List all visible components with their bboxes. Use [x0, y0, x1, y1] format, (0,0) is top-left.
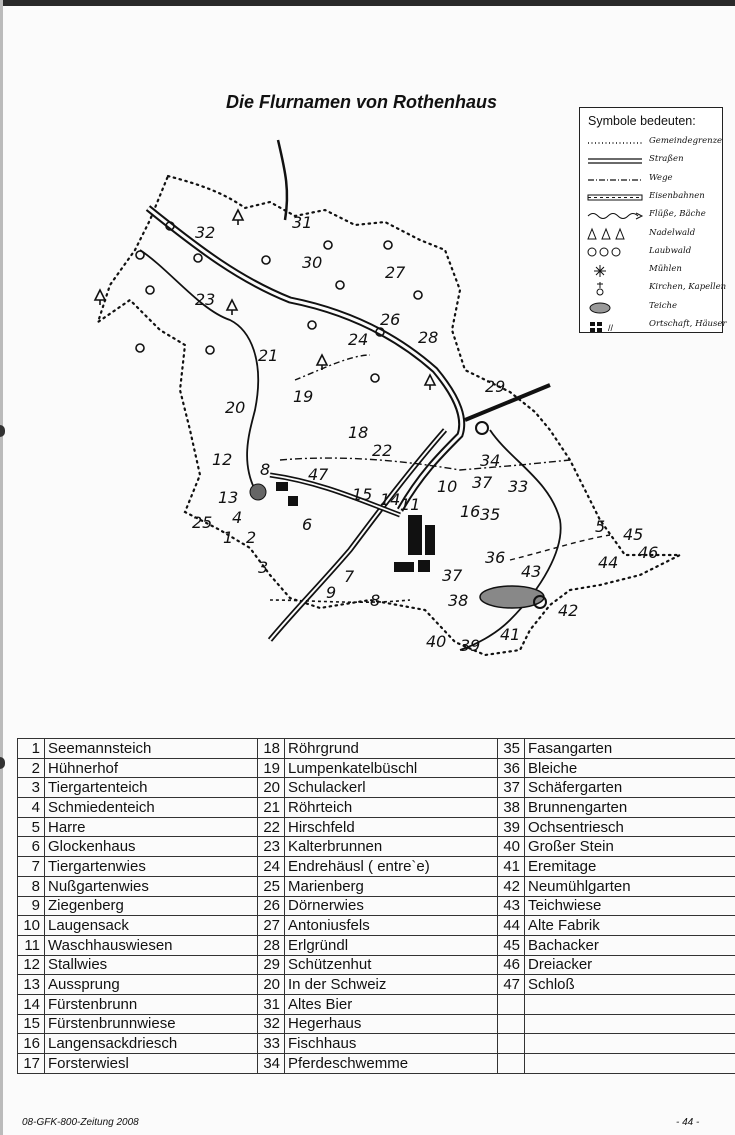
table-row: [18, 935, 735, 955]
field-name: Schäfergarten: [525, 778, 735, 798]
field-name: Alte Fabrik: [525, 916, 735, 936]
table-row: [18, 1014, 735, 1034]
legend-item: [586, 244, 720, 261]
field-name: Kalterbrunnen: [285, 837, 498, 857]
field-name: Schulackerl: [285, 778, 498, 798]
field-name: Fürstenbrunn: [45, 994, 258, 1014]
empty-cell: [498, 994, 525, 1014]
map-area-label: 12: [212, 450, 233, 469]
field-name: Röhrgrund: [285, 739, 498, 759]
map-area-label: 25: [192, 513, 213, 532]
deciduous-tree-icon: [586, 244, 644, 261]
field-name: Dörnerwies: [285, 896, 498, 916]
field-name: Harre: [45, 817, 258, 837]
field-name: Erlgründl: [285, 935, 498, 955]
field-name: Aussprung: [45, 975, 258, 995]
legend-item-label: Laubwald: [649, 245, 692, 256]
deciduous-tree-icon: [384, 241, 392, 249]
mill-icon: [476, 422, 488, 434]
map-title: Die Flurnamen von Rothenhaus: [226, 92, 498, 112]
legend-item: [586, 317, 727, 334]
field-name: Eremitage: [525, 857, 735, 877]
table-row: [18, 778, 735, 798]
field-number: 11: [18, 935, 45, 955]
field-number: 1: [18, 739, 45, 759]
field-number: 15: [18, 1014, 45, 1034]
pond-icon: [586, 299, 644, 316]
field-name: Hirschfeld: [285, 817, 498, 837]
map-area-label: 29: [485, 377, 506, 396]
table-row: [18, 1054, 735, 1074]
table-row: [18, 975, 735, 995]
building: [418, 560, 430, 572]
footer-page-number: - 44 -: [676, 1117, 700, 1128]
path-way: [295, 355, 370, 380]
field-number: 21: [258, 798, 285, 818]
legend-item: [586, 299, 720, 316]
map-area-label: 4: [232, 508, 243, 527]
map-area-label: 35: [480, 505, 501, 524]
field-number: 35: [498, 739, 525, 759]
field-name: Forsterwiesl: [45, 1054, 258, 1074]
field-name: Hegerhaus: [285, 1014, 498, 1034]
field-number: 19: [258, 758, 285, 778]
field-name: Bachacker: [525, 935, 735, 955]
table-row: [18, 896, 735, 916]
stream: [140, 250, 258, 490]
path-way: [270, 600, 410, 602]
field-name: Schützenhut: [285, 955, 498, 975]
field-number: 24: [258, 857, 285, 877]
field-number: 43: [498, 896, 525, 916]
scan-left-edge: [0, 0, 3, 1135]
field-number: 6: [18, 837, 45, 857]
legend-item-label: Nadelwald: [649, 227, 696, 238]
map-area-label: 40: [426, 632, 447, 651]
field-name: Fischhaus: [285, 1034, 498, 1054]
map-area-label: 3: [258, 558, 269, 577]
field-number: 18: [258, 739, 285, 759]
field-number: 26: [258, 896, 285, 916]
deciduous-tree-icon: [336, 281, 344, 289]
map-area-label: 14: [380, 490, 401, 509]
field-number: 39: [498, 817, 525, 837]
field-number: 23: [258, 837, 285, 857]
field-number: 40: [498, 837, 525, 857]
field-number: 7: [18, 857, 45, 877]
field-name: Marienberg: [285, 876, 498, 896]
field-name: Brunnengarten: [525, 798, 735, 818]
field-number: 27: [258, 916, 285, 936]
map-area-label: 36: [485, 548, 506, 567]
building: [425, 525, 435, 555]
legend-item: [586, 134, 723, 151]
map-area-label: 28: [418, 328, 439, 347]
field-name: Ochsentriesch: [525, 817, 735, 837]
field-number: 28: [258, 935, 285, 955]
binder-hole: [0, 425, 5, 437]
legend-item-label: Straßen: [649, 154, 684, 165]
legend-item: [586, 262, 720, 279]
map-area-label: 45: [623, 525, 644, 544]
field-name: Endrehäusl ( entre`e): [285, 857, 498, 877]
field-name: Altes Bier: [285, 994, 498, 1014]
field-name: Glockenhaus: [45, 837, 258, 857]
field-number: 2: [18, 758, 45, 778]
field-name: Tiergartenteich: [45, 778, 258, 798]
field-number: 20: [258, 778, 285, 798]
map-area-label: 22: [372, 441, 393, 460]
building: [408, 515, 422, 555]
legend-heading: Symbole bedeuten:: [588, 114, 696, 128]
field-name: Ziegenberg: [45, 896, 258, 916]
scan-top-edge: [0, 0, 735, 6]
map-area-label: 33: [508, 477, 529, 496]
legend-item: [586, 226, 720, 243]
map-area-label: 8: [260, 460, 271, 479]
table-row: [18, 994, 735, 1014]
field-number: 46: [498, 955, 525, 975]
table-row: [18, 876, 735, 896]
deciduous-tree-icon: [194, 254, 202, 262]
map-area-label: 30: [302, 253, 323, 272]
empty-cell: [525, 994, 735, 1014]
map-area-label: 31: [292, 213, 313, 232]
field-name: Schloß: [525, 975, 735, 995]
table-row: [18, 837, 735, 857]
binder-hole: [0, 757, 5, 769]
map-area-label: 23: [195, 290, 216, 309]
legend-item-label: Wege: [649, 172, 673, 183]
conifer-tree-icon: [233, 210, 243, 225]
wavy-arrow-icon: [586, 207, 644, 224]
map-area-label: 18: [348, 423, 369, 442]
field-number: 29: [258, 955, 285, 975]
field-number: 16: [18, 1034, 45, 1054]
field-name: Hühnerhof: [45, 758, 258, 778]
field-number: 45: [498, 935, 525, 955]
field-number: 9: [18, 896, 45, 916]
deciduous-tree-icon: [324, 241, 332, 249]
map-area-label: 9: [326, 583, 337, 602]
deciduous-tree-icon: [371, 374, 379, 382]
field-names-table: [17, 738, 735, 1074]
map-area-label: 32: [195, 223, 216, 242]
map-area-label: 2: [246, 528, 257, 547]
legend-item-label: Eisenbahnen: [649, 190, 705, 201]
map-area-label: 27: [385, 263, 406, 282]
map-area-label: 43: [521, 562, 542, 581]
map-area-label: 47: [308, 465, 329, 484]
dash-dot-line-icon: [586, 171, 644, 188]
deciduous-tree-icon: [136, 344, 144, 352]
legend-item: [586, 171, 720, 188]
church-icon: [586, 280, 644, 297]
svg-text://: //: [608, 323, 614, 333]
deciduous-tree-icon: [136, 251, 144, 259]
field-number: 8: [18, 876, 45, 896]
map-area-label: 37: [472, 473, 493, 492]
field-number: 10: [18, 916, 45, 936]
building: [394, 562, 414, 572]
field-name: Seemannsteich: [45, 739, 258, 759]
field-number: 31: [258, 994, 285, 1014]
field-number: 42: [498, 876, 525, 896]
field-number: 14: [18, 994, 45, 1014]
field-name: Neumühlgarten: [525, 876, 735, 896]
field-number: 20: [258, 975, 285, 995]
footer-publication: 08-GFK-800-Zeitung 2008: [22, 1117, 139, 1128]
map-area-label: 42: [558, 601, 579, 620]
building: [276, 482, 288, 491]
legend-item-label: Teiche: [649, 300, 678, 311]
map-area-label: 24: [348, 330, 369, 349]
field-name: Nußgartenwies: [45, 876, 258, 896]
legend-item: [586, 207, 720, 224]
map-area-label: 26: [380, 310, 401, 329]
field-name: Antoniusfels: [285, 916, 498, 936]
map-area-label: 5: [595, 517, 606, 536]
conifer-tree-icon: [227, 300, 237, 315]
field-number: 44: [498, 916, 525, 936]
empty-cell: [498, 1054, 525, 1074]
map-area-label: 6: [302, 515, 313, 534]
mill-icon: [586, 262, 644, 279]
field-number: 41: [498, 857, 525, 877]
field-number: 38: [498, 798, 525, 818]
empty-cell: [525, 1034, 735, 1054]
legend-item-label: Mühlen: [649, 264, 682, 275]
conifer-tree-icon: [586, 226, 644, 243]
field-name: Schmiedenteich: [45, 798, 258, 818]
table-row: [18, 955, 735, 975]
map-area-label: 41: [500, 625, 521, 644]
table-row: [18, 857, 735, 877]
field-number: 22: [258, 817, 285, 837]
map-area-label: 37: [442, 566, 463, 585]
map-area-label: 44: [598, 553, 619, 572]
map-legend: [579, 107, 727, 333]
dotted-line-icon: [586, 134, 644, 151]
empty-cell: [498, 1034, 525, 1054]
railway-line-icon: [586, 189, 644, 206]
field-name: Fürstenbrunnwiese: [45, 1014, 258, 1034]
field-name: Röhrteich: [285, 798, 498, 818]
table-row: [18, 1034, 735, 1054]
field-number: 37: [498, 778, 525, 798]
table-row: [18, 817, 735, 837]
field-number: 34: [258, 1054, 285, 1074]
field-number: 32: [258, 1014, 285, 1034]
map-area-label: 10: [437, 477, 458, 496]
legend-item-label: Flüße, Bäche: [649, 209, 706, 220]
field-name: Laugensack: [45, 916, 258, 936]
field-number: 36: [498, 758, 525, 778]
field-name: Stallwies: [45, 955, 258, 975]
map-area-label: 46: [638, 543, 659, 562]
map-area-label: 1: [223, 528, 234, 547]
building: [288, 496, 298, 506]
field-number: 5: [18, 817, 45, 837]
map-area-label: 20: [225, 398, 246, 417]
field-name: Fasangarten: [525, 739, 735, 759]
houses-icon: [586, 317, 644, 334]
map-area-label: 7: [344, 567, 355, 586]
map-area-label: 39: [460, 636, 481, 655]
map-area-label: 11: [400, 495, 421, 514]
map-area-label: 13: [218, 488, 239, 507]
legend-item: [586, 152, 720, 169]
conifer-tree-icon: [95, 290, 105, 305]
map-area-label: 16: [460, 502, 481, 521]
field-number: 33: [258, 1034, 285, 1054]
field-name: Dreiacker: [525, 955, 735, 975]
table-row: [18, 758, 735, 778]
legend-item-label: Kirchen, Kapellen: [649, 282, 727, 293]
field-number: 12: [18, 955, 45, 975]
field-name: Großer Stein: [525, 837, 735, 857]
legend-item-label: Gemeindegrenze: [649, 136, 723, 146]
deciduous-tree-icon: [206, 346, 214, 354]
table-row: [18, 739, 735, 759]
empty-cell: [498, 1014, 525, 1034]
field-name: Pferdeschwemme: [285, 1054, 498, 1074]
field-name: Tiergartenwies: [45, 857, 258, 877]
field-name: Waschhauswiesen: [45, 935, 258, 955]
conifer-tree-icon: [425, 375, 435, 390]
legend-item: [586, 189, 720, 206]
deciduous-tree-icon: [414, 291, 422, 299]
field-name: Bleiche: [525, 758, 735, 778]
field-number: 47: [498, 975, 525, 995]
field-name: Langensackdriesch: [45, 1034, 258, 1054]
field-number: 25: [258, 876, 285, 896]
map-area-label: 34: [480, 451, 501, 470]
field-number: 3: [18, 778, 45, 798]
field-number: 13: [18, 975, 45, 995]
field-name: Lumpenkatelbüschl: [285, 758, 498, 778]
deciduous-tree-icon: [146, 286, 154, 294]
deciduous-tree-icon: [262, 256, 270, 264]
table-row: [18, 798, 735, 818]
legend-item-label: Ortschaft, Häuser: [649, 319, 727, 329]
map-area-label: 19: [293, 387, 314, 406]
map-area-label: 38: [448, 591, 469, 610]
map-area-label: 21: [258, 346, 279, 365]
empty-cell: [525, 1014, 735, 1034]
field-number: 4: [18, 798, 45, 818]
field-name: In der Schweiz: [285, 975, 498, 995]
empty-cell: [525, 1054, 735, 1074]
field-number: 17: [18, 1054, 45, 1074]
map-area-label: 8: [370, 591, 381, 610]
double-line-icon: [586, 152, 644, 169]
map-area-label: 15: [352, 485, 373, 504]
field-name: Teichwiese: [525, 896, 735, 916]
legend-item: [586, 280, 727, 297]
pond-icon: [250, 484, 266, 500]
deciduous-tree-icon: [308, 321, 316, 329]
table-row: [18, 916, 735, 936]
